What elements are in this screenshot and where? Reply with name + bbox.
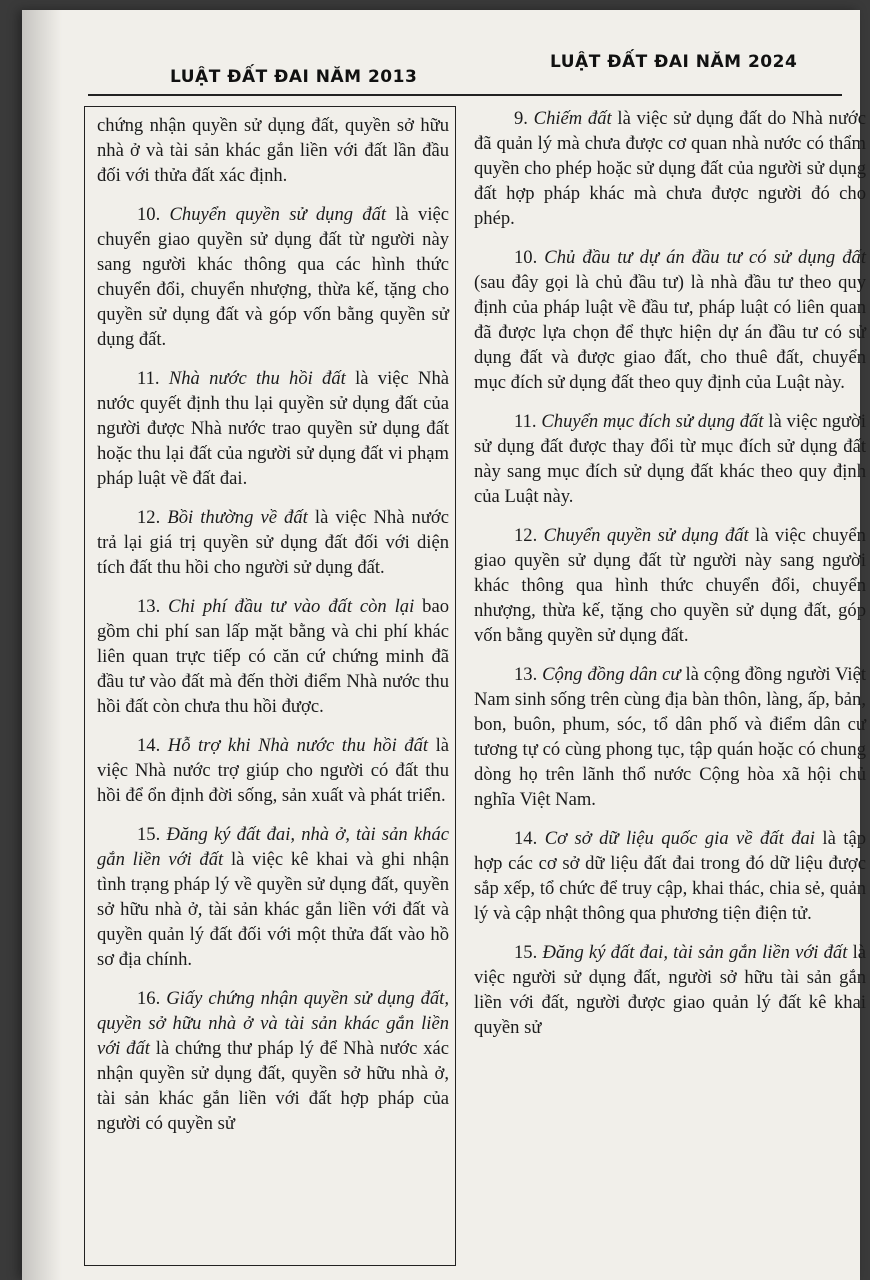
clause-text: là tập hợp các cơ sở dữ liệu đất đai trong đó dữ liệu được sắp xếp, tổ chức để truy cập, khai thác, chia sẻ, quản lý và cập nhật thông qua phương tiện điện tử. bbox=[474, 828, 866, 924]
clause-text: là việc Nhà nước trợ giúp cho người có đất thu hồi để ổn định đời sống, sản xuất và phát triển. bbox=[97, 735, 450, 806]
paragraph-clause-9 bbox=[474, 106, 866, 231]
paragraph-clause-14 bbox=[97, 733, 449, 808]
clause-text: là chứng thư pháp lý để Nhà nước xác nhận quyền sử dụng đất, quyền sở hữu nhà ở, tài sản khác gắn liền với đất hợp pháp của người có quyền sử bbox=[97, 1038, 449, 1134]
clause-number: 13. bbox=[137, 596, 161, 617]
clause-text: là việc kê khai và ghi nhận tình trạng pháp lý về quyền sử dụng đất, quyền sở hữu nhà ở, tài sản khác gắn liền với đất và quyền quản lý đất đối với một thửa đất vào hồ sơ địa chính. bbox=[97, 849, 449, 970]
clause-text: là việc chuyển giao quyền sử dụng đất từ người này sang người khác thông qua hình thức chuyển đổi, chuyển nhượng, thừa kế, tặng cho quyền sử dụng đất, góp vốn bằng quyền sử dụng đất. bbox=[474, 525, 866, 646]
clause-term: Giấy chứng nhận quyền sử dụng đất, quyền sở hữu nhà ở và tài sản khác gắn liền với đất bbox=[97, 988, 449, 1059]
clause-number: 10. bbox=[514, 247, 538, 268]
clause-text: là việc Nhà nước quyết định thu lại quyền sử dụng đất của người được Nhà nước trao quyền sử dụng đất hoặc thu lại đất của người sử dụng đất vi phạm pháp luật về đất đai. bbox=[97, 368, 449, 489]
clause-number: 15. bbox=[514, 942, 538, 963]
paragraph-clause-10 bbox=[97, 202, 449, 352]
clause-number: 14. bbox=[514, 828, 538, 849]
clause-text: là việc Nhà nước trả lại giá trị quyền sử dụng đất đối với diện tích đất thu hồi cho người sử dụng đất. bbox=[97, 507, 449, 578]
paragraph-clause-13 bbox=[97, 594, 449, 719]
clause-text: (sau đây gọi là chủ đầu tư) là nhà đầu tư theo quy định của pháp luật về đầu tư, pháp luật có liên quan đã được lựa chọn để thực hiện dự án đầu tư có sử dụng đất và được giao đất, cho thuê đất, chuyển mục đích sử dụng đất theo quy định của Luật này. bbox=[474, 272, 866, 393]
clause-number: 13. bbox=[514, 664, 538, 685]
clause-number: 12. bbox=[514, 525, 538, 546]
clause-term: Chủ đầu tư dự án đầu tư có sử dụng đất bbox=[544, 247, 866, 268]
clause-number: 15. bbox=[137, 824, 161, 845]
right-running-header: LUẬT ĐẤT ĐAI NĂM 2024 bbox=[550, 52, 798, 72]
left-column-law-2013 bbox=[84, 106, 456, 1266]
header-rule bbox=[88, 94, 842, 96]
paragraph-clause-12 bbox=[97, 505, 449, 580]
paragraph-clause-10 bbox=[474, 245, 866, 395]
paragraph-clause-12 bbox=[474, 523, 866, 648]
clause-text: bao gồm chi phí san lấp mặt bằng và chi phí khác liên quan trực tiếp có căn cứ chứng minh đã đầu tư vào đất mà đến thời điểm Nhà nước thu hồi đất còn chưa thu hồi được. bbox=[97, 596, 449, 717]
clause-text: là việc chuyển giao quyền sử dụng đất từ người này sang người khác thông qua các hình thức chuyển đổi, chuyển nhượng, thừa kế, tặng cho quyền sử dụng đất và góp vốn bằng quyền sử dụng đất. bbox=[97, 204, 449, 350]
clause-term: Cộng đồng dân cư bbox=[542, 664, 681, 685]
paragraph-clause-14 bbox=[474, 826, 866, 926]
clause-text: là việc người sử dụng đất, người sở hữu tài sản gắn liền với đất, người được giao quản lý đất kê khai quyền sử bbox=[474, 942, 866, 1038]
paragraph-clause-13 bbox=[474, 662, 866, 812]
clause-number: 11. bbox=[514, 411, 537, 432]
clause-number: 14. bbox=[137, 735, 161, 756]
clause-term: Đăng ký đất đai, tài sản gắn liền với đất bbox=[542, 942, 848, 963]
book-page bbox=[22, 10, 866, 1280]
clause-term: Chi phí đầu tư vào đất còn lại bbox=[168, 596, 415, 617]
paragraph-clause-15 bbox=[97, 822, 449, 972]
paragraph-clause-15 bbox=[474, 940, 866, 1040]
paragraph-text: chứng nhận quyền sử dụng đất, quyền sở hữu nhà ở và tài sản khác gắn liền với đất lần đầu đối với thửa đất xác định. bbox=[97, 115, 449, 186]
clause-number: 11. bbox=[137, 368, 160, 389]
right-column-law-2024 bbox=[464, 106, 870, 1266]
clause-term: Chuyển mục đích sử dụng đất bbox=[541, 411, 764, 432]
paragraph-clause-16 bbox=[97, 986, 449, 1136]
clause-number: 12. bbox=[137, 507, 161, 528]
clause-text: là cộng đồng người Việt Nam sinh sống trên cùng địa bàn thôn, làng, ấp, bản, bon, buôn, phum, sóc, tổ dân phố và điểm dân cư tương tự có cùng phong tục, tập quán hoặc có chung dòng họ trên lãnh thổ nước Cộng hòa xã hội chủ nghĩa Việt Nam. bbox=[474, 664, 866, 810]
paragraph-clause-11 bbox=[97, 366, 449, 491]
clause-number: 10. bbox=[137, 204, 161, 225]
clause-term: Cơ sở dữ liệu quốc gia về đất đai bbox=[544, 828, 815, 849]
clause-term: Nhà nước thu hồi đất bbox=[168, 368, 346, 389]
clause-term: Chuyển quyền sử dụng đất bbox=[169, 204, 387, 225]
clause-number: 9. bbox=[514, 108, 528, 129]
clause-number: 16. bbox=[137, 988, 161, 1009]
clause-term: Hỗ trợ khi Nhà nước thu hồi đất bbox=[167, 735, 429, 756]
clause-term: Chiếm đất bbox=[533, 108, 612, 129]
clause-text: là việc người sử dụng đất được thay đổi từ mục đích sử dụng đất này sang mục đích sử dụng đất khác theo quy định của Luật này. bbox=[474, 411, 866, 507]
left-running-header: LUẬT ĐẤT ĐAI NĂM 2013 bbox=[170, 67, 418, 87]
clause-term: Chuyển quyền sử dụng đất bbox=[543, 525, 749, 546]
page-gutter-shadow bbox=[22, 10, 62, 1280]
paragraph-continued bbox=[97, 113, 449, 188]
paragraph-clause-11 bbox=[474, 409, 866, 509]
clause-term: Đăng ký đất đai, nhà ở, tài sản khác gắn liền với đất bbox=[97, 824, 449, 870]
clause-term: Bồi thường về đất bbox=[167, 507, 308, 528]
clause-text: là việc sử dụng đất do Nhà nước đã quản lý mà chưa được cơ quan nhà nước có thẩm quyền cho phép hoặc sử dụng đất của người sử dụng đất hợp pháp khác mà chưa được người đó cho phép. bbox=[474, 108, 866, 229]
